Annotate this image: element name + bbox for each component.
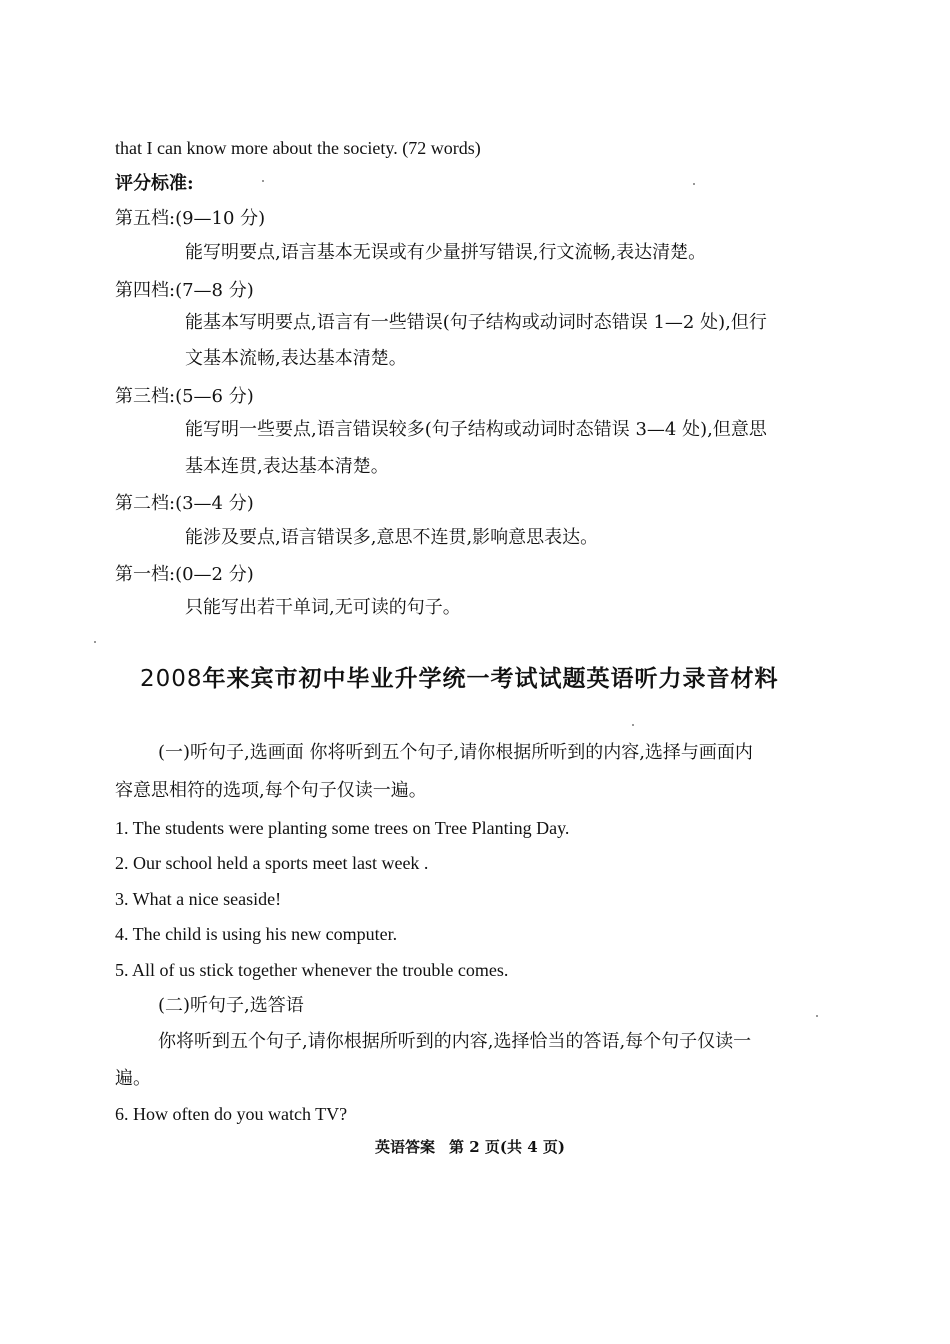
band-label: 第三档:(5—6 分): [115, 386, 254, 407]
listening-title: [140, 660, 779, 693]
band-text: 能写明要点,语言基本无误或有少量拼写错误,行文流畅,表达清楚。: [185, 242, 707, 263]
scan-speck: [262, 180, 264, 182]
scan-speck: [632, 724, 634, 726]
title-text: 年来宾市初中毕业升学统一考试试题英语听力录音材料: [202, 666, 779, 692]
band-label: 第五档:(9—10 分): [115, 208, 266, 229]
footer-page-number: 第 2 页(共 4 页): [449, 1138, 565, 1156]
title-year: 2008: [140, 666, 203, 692]
section1-instruction: (一)听句子,选画面 你将听到五个句子,请你根据所听到的内容,选择与画面内: [158, 742, 753, 763]
scoring-heading: 评分标准:: [115, 173, 194, 194]
list-item: 6. How often do you watch TV?: [115, 1104, 348, 1124]
footer-subject: 英语答案: [375, 1138, 436, 1156]
list-item: 2. Our school held a sports meet last week .: [115, 853, 429, 873]
section2-instruction: 遍。: [115, 1068, 151, 1089]
section2-instruction: 你将听到五个句子,请你根据所听到的内容,选择恰当的答语,每个句子仅读一: [158, 1031, 752, 1052]
section1-instruction: 容意思相符的选项,每个句子仅读一遍。: [115, 780, 427, 801]
list-item: 1. The students were planting some trees on Tree Planting Day.: [115, 818, 570, 838]
band-label: 第一档:(0—2 分): [115, 564, 254, 585]
scan-speck: [94, 641, 96, 643]
band-text: 能涉及要点,语言错误多,意思不连贯,影响意思表达。: [185, 527, 599, 548]
band-text: 能基本写明要点,语言有一些错误(句子结构或动词时态错误 1—2 处),但行: [185, 312, 767, 333]
list-item: 4. The child is using his new computer.: [115, 924, 398, 944]
page-footer: [375, 1136, 565, 1157]
scan-speck: [816, 1015, 818, 1017]
band-text: 基本连贯,表达基本清楚。: [185, 456, 389, 477]
band-text: 能写明一些要点,语言错误较多(句子结构或动词时态错误 3—4 处),但意思: [185, 419, 767, 440]
list-item: 5. All of us stick together whenever the trouble comes.: [115, 960, 509, 980]
list-item: 3. What a nice seaside!: [115, 889, 282, 909]
scan-speck: [693, 183, 695, 185]
section2-heading: (二)听句子,选答语: [158, 995, 304, 1016]
continuation-line: that I can know more about the society. (72 words): [115, 138, 481, 158]
band-text: 文基本流畅,表达基本清楚。: [185, 348, 407, 369]
band-text: 只能写出若干单词,无可读的句子。: [185, 597, 461, 618]
band-label: 第二档:(3—4 分): [115, 493, 254, 514]
band-label: 第四档:(7—8 分): [115, 280, 254, 301]
